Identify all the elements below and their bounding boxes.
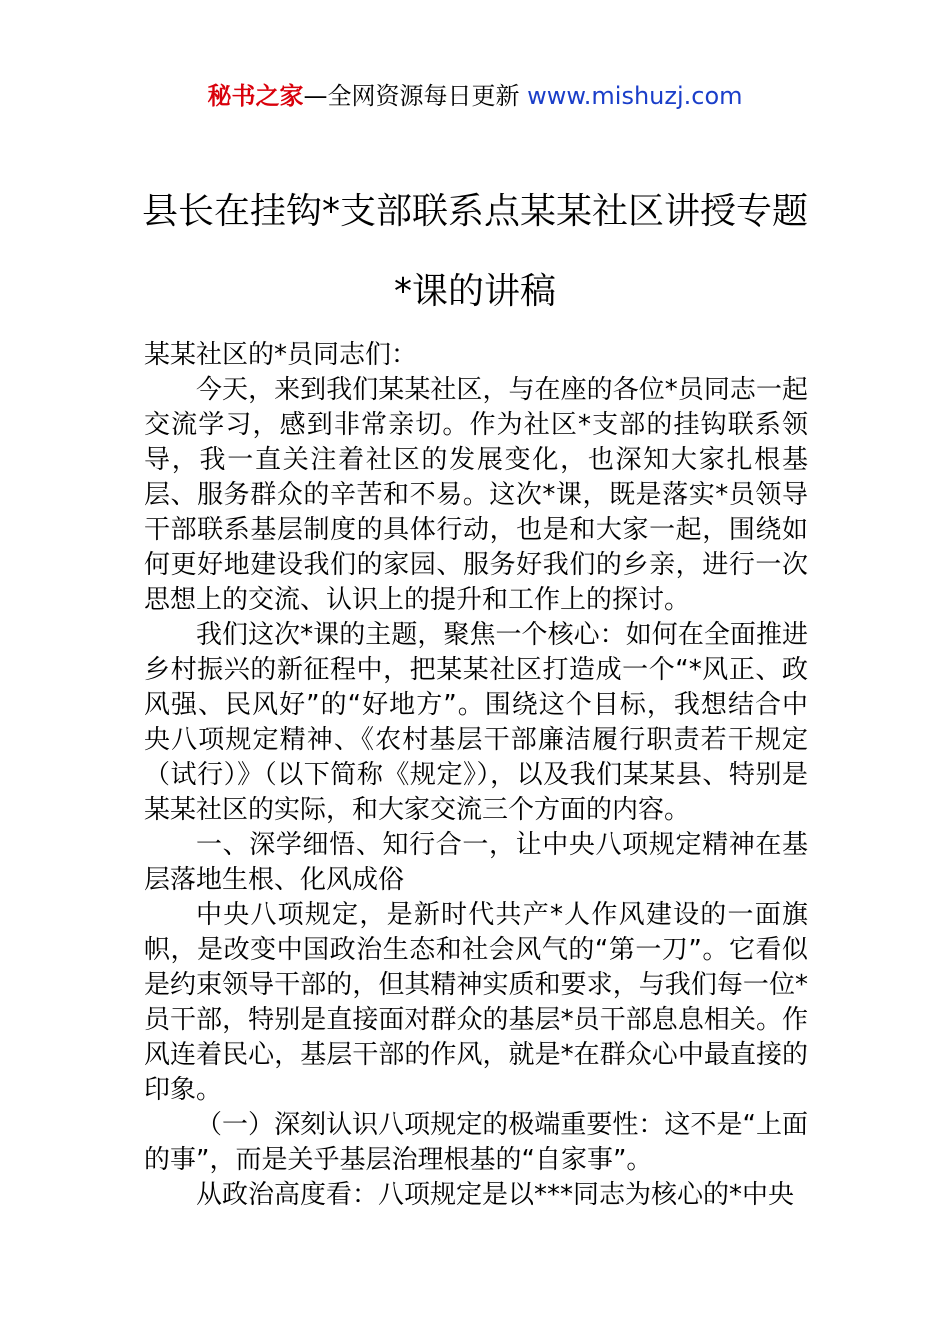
paragraph-4: 从政治高度看：八项规定是以***同志为核心的*中央 (196, 1180, 795, 1210)
document-body (144, 338, 808, 1213)
title-line-2: *课的讲稿 (393, 271, 556, 312)
site-tagline: —全网资源每日更新 (303, 82, 528, 110)
subsection-heading-1: （一）深刻认识八项规定的极端重要性：这不是“上面的事”，而是关乎基层治理根基的“自家事”。 (144, 1110, 808, 1175)
document-title (100, 172, 850, 332)
title-line-1: 县长在挂钩*支部联系点某某社区讲授专题 (141, 191, 808, 232)
paragraph-2: 我们这次*课的主题，聚焦一个核心：如何在全面推进乡村振兴的新征程中，把某某社区打造成一个“*风正、政风强、民风好”的“好地方”。围绕这个目标，我想结合中央八项规定精神、《农村基层干部廉洁履行职责若干规定（试行）》（以下简称《规定》），以及我们某某县、特别是某某社区的实际，和大家交流三个方面的内容。 (144, 620, 808, 825)
site-header (0, 80, 950, 112)
paragraph-1: 今天，来到我们某某社区，与在座的各位*员同志一起交流学习，感到非常亲切。作为社区*支部的挂钩联系领导，我一直关注着社区的发展变化，也深知大家扎根基层、服务群众的辛苦和不易。这次*课，既是落实*员领导干部联系基层制度的具体行动，也是和大家一起，围绕如何更好地建设我们的家园、服务好我们的乡亲，进行一次思想上的交流、认识上的提升和工作上的探讨。 (144, 375, 808, 615)
site-url-link[interactable]: www.mishuzj.com (527, 82, 743, 110)
paragraph-3: 中央八项规定，是新时代共产*人作风建设的一面旗帜，是改变中国政治生态和社会风气的“第一刀”。它看似是约束领导干部的，但其精神实质和要求，与我们每一位*员干部，特别是直接面对群众的基层*员干部息息相关。作风连着民心，基层干部的作风，就是*在群众心中最直接的印象。 (144, 900, 808, 1105)
salutation: 某某社区的*员同志们： (144, 340, 418, 370)
site-brand: 秘书之家 (207, 82, 304, 110)
section-heading-1: 一、深学细悟、知行合一，让中央八项规定精神在基层落地生根、化风成俗 (144, 830, 808, 895)
